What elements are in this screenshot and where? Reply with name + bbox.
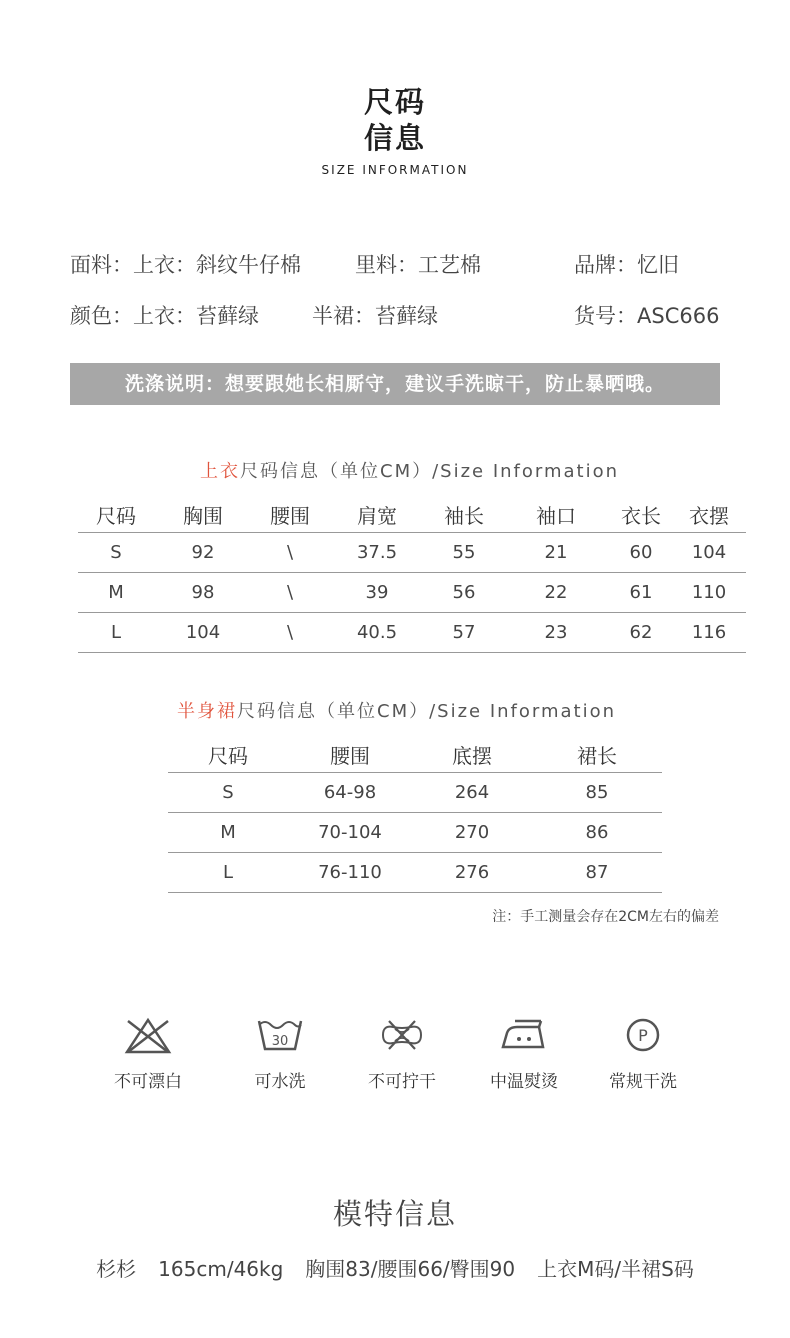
- top-table-title: [200, 457, 619, 483]
- color-top-info: 颜色：上衣：苔藓绿: [70, 304, 259, 328]
- no-wring-icon: [377, 1015, 427, 1055]
- table-cell: \: [252, 533, 328, 573]
- table-cell: 61: [610, 573, 672, 613]
- top-header-length: 衣长: [621, 503, 661, 528]
- skirt-header-size: 尺码: [208, 743, 248, 768]
- table-cell: 70-104: [288, 813, 412, 853]
- table-cell: 98: [154, 573, 252, 613]
- dry-clean-p-icon: [618, 1015, 668, 1055]
- page-title-line1: 尺码: [363, 85, 426, 119]
- table-cell: 86: [532, 813, 662, 853]
- table-cell: 37.5: [328, 533, 426, 573]
- care-label: 不可拧干: [368, 1072, 436, 1092]
- top-table-header-row: [78, 496, 746, 533]
- care-item-dry-clean: [588, 1015, 698, 1092]
- table-cell: \: [252, 613, 328, 653]
- table-cell: 110: [672, 573, 746, 613]
- no-bleach-icon: [123, 1015, 173, 1055]
- model-name: 杉杉: [96, 1257, 137, 1281]
- top-table-title-highlight: 上衣: [200, 461, 240, 482]
- model-info-title: 模特信息: [332, 1197, 457, 1231]
- table-cell: 21: [502, 533, 610, 573]
- table-cell: 116: [672, 613, 746, 653]
- model-sizes: 上衣M码/半裙S码: [537, 1257, 694, 1281]
- skirt-table-title: [177, 697, 616, 723]
- table-cell: S: [168, 773, 288, 813]
- iron-medium-icon: [499, 1015, 549, 1055]
- skirt-header-hem: 底摆: [452, 743, 492, 768]
- table-cell: L: [78, 613, 154, 653]
- table-cell: 276: [412, 853, 532, 893]
- table-cell: 76-110: [288, 853, 412, 893]
- skirt-size-table: [168, 736, 662, 893]
- care-item-iron: [469, 1015, 579, 1092]
- table-cell: 104: [672, 533, 746, 573]
- wash-instructions-banner: 洗涤说明：想要跟她长相厮守，建议手洗晾干，防止暴晒哦。: [70, 363, 720, 405]
- table-row: [78, 613, 746, 653]
- skirt-table-header-row: [168, 736, 662, 773]
- table-cell: 87: [532, 853, 662, 893]
- top-header-shoulder: 肩宽: [357, 503, 397, 528]
- table-row: [168, 813, 662, 853]
- table-cell: S: [78, 533, 154, 573]
- table-cell: 22: [502, 573, 610, 613]
- table-cell: \: [252, 573, 328, 613]
- table-cell: 56: [426, 573, 502, 613]
- skirt-table-title-rest: 尺码信息（单位CM）/Size Information: [237, 701, 617, 722]
- color-skirt-info: 半裙：苔藓绿: [312, 304, 438, 328]
- top-header-hem: 衣摆: [689, 503, 729, 528]
- model-height-weight: 165cm/46kg: [158, 1257, 284, 1281]
- table-cell: 62: [610, 613, 672, 653]
- table-cell: 92: [154, 533, 252, 573]
- brand-info: 品牌：忆旧: [574, 253, 679, 277]
- table-cell: 64-98: [288, 773, 412, 813]
- top-header-size: 尺码: [96, 503, 136, 528]
- care-label: 常规干洗: [609, 1072, 677, 1092]
- table-cell: 23: [502, 613, 610, 653]
- dry-clean-letter: P: [638, 1026, 648, 1045]
- table-row: [78, 533, 746, 573]
- table-cell: L: [168, 853, 288, 893]
- table-cell: 55: [426, 533, 502, 573]
- care-item-washable: [225, 1015, 335, 1092]
- care-item-no-wring: [347, 1015, 457, 1092]
- top-header-waist: 腰围: [270, 503, 310, 528]
- care-label: 不可漂白: [114, 1072, 182, 1092]
- table-row: [168, 853, 662, 893]
- top-size-table: [78, 496, 746, 653]
- top-header-chest: 胸围: [183, 503, 223, 528]
- table-cell: 85: [532, 773, 662, 813]
- table-cell: 57: [426, 613, 502, 653]
- skirt-table-title-highlight: 半身裙: [177, 701, 237, 722]
- table-cell: 264: [412, 773, 532, 813]
- skirt-header-waist: 腰围: [330, 743, 370, 768]
- table-row: [78, 573, 746, 613]
- model-measurements: 胸围83/腰围66/臀围90: [305, 1257, 516, 1281]
- table-cell: M: [78, 573, 154, 613]
- top-header-sleeve: 袖长: [444, 503, 484, 528]
- table-cell: 39: [328, 573, 426, 613]
- table-cell: 40.5: [328, 613, 426, 653]
- skirt-header-length: 裙长: [577, 743, 617, 768]
- page-title-line2: 信息: [363, 121, 426, 155]
- care-item-no-bleach: [93, 1015, 203, 1092]
- model-info-line: [0, 1253, 790, 1282]
- care-label: 中温熨烫: [490, 1072, 558, 1092]
- lining-info: 里料：工艺棉: [355, 253, 481, 277]
- table-cell: 104: [154, 613, 252, 653]
- fabric-info: 面料：上衣：斜纹牛仔棉: [70, 253, 301, 277]
- care-label: 可水洗: [254, 1072, 306, 1092]
- page-subtitle: SIZE INFORMATION: [321, 163, 469, 177]
- top-table-title-rest: 尺码信息（单位CM）/Size Information: [240, 461, 620, 482]
- table-cell: 60: [610, 533, 672, 573]
- top-header-cuff: 袖口: [536, 503, 576, 528]
- measurement-note: 注：手工测量会存在2CM左右的偏差: [492, 909, 719, 925]
- table-row: [168, 773, 662, 813]
- item-number-info: 货号：ASC666: [574, 304, 720, 328]
- table-cell: 270: [412, 813, 532, 853]
- wash-temp-label: 30: [271, 1034, 289, 1049]
- table-cell: M: [168, 813, 288, 853]
- wash-30-icon: [255, 1015, 305, 1055]
